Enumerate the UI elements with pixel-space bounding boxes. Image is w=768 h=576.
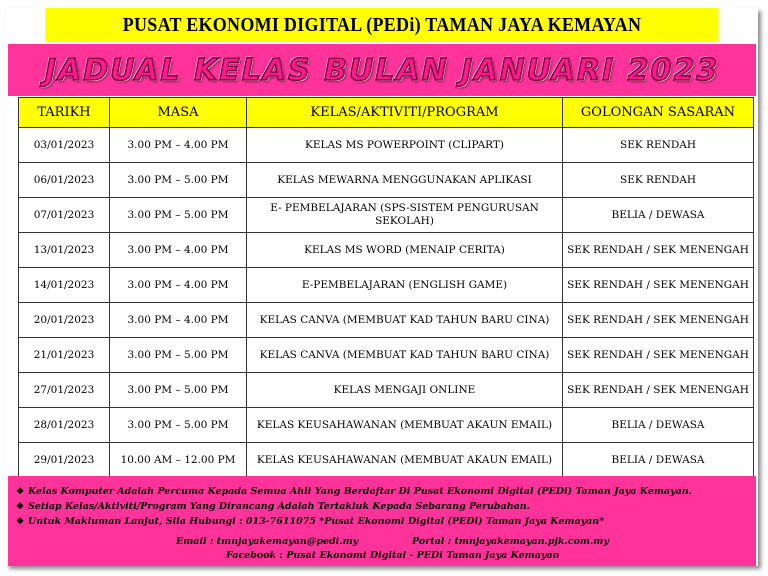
cell-time: 3.00 PM – 4.00 PM <box>110 233 247 268</box>
diamond-bullet-icon: ❖ <box>16 516 25 527</box>
table-row <box>19 233 754 268</box>
diamond-bullet-icon: ❖ <box>16 501 25 512</box>
cell-date: 03/01/2023 <box>19 128 110 163</box>
title-banner <box>8 44 756 96</box>
cell-target: BELIA / DEWASA <box>563 408 754 443</box>
cell-date: 29/01/2023 <box>19 443 110 478</box>
table-row <box>19 443 754 478</box>
cell-target: SEK RENDAH / SEK MENENGAH <box>563 233 754 268</box>
facebook-link[interactable]: Facebook : Pusat Ekonomi Digital - PEDi Taman Jaya Kemayan <box>226 550 560 561</box>
cell-class: KELAS KEUSAHAWANAN (MEMBUAT AKAUN EMAIL) <box>247 408 563 443</box>
cell-date: 28/01/2023 <box>19 408 110 443</box>
cell-date: 07/01/2023 <box>19 198 110 233</box>
table-row <box>19 303 754 338</box>
cell-date: 20/01/2023 <box>19 303 110 338</box>
cell-target: SEK RENDAH / SEK MENENGAH <box>563 268 754 303</box>
cell-time: 3.00 PM – 4.00 PM <box>110 268 247 303</box>
diamond-bullet-icon: ❖ <box>16 486 25 497</box>
schedule-table <box>18 97 754 478</box>
note-text: Untuk Makluman Lanjut, Sila Hubungi : 013-7611075 *Pusat Ekonomi Digital (PEDi) Taman Jaya Kemayan* <box>28 516 605 527</box>
cell-date: 06/01/2023 <box>19 163 110 198</box>
cell-target: SEK RENDAH / SEK MENENGAH <box>563 338 754 373</box>
table-header-row <box>19 98 754 128</box>
cell-target: SEK RENDAH / SEK MENENGAH <box>563 303 754 338</box>
cell-time: 3.00 PM – 5.00 PM <box>110 198 247 233</box>
cell-date: 21/01/2023 <box>19 338 110 373</box>
portal-link[interactable]: Portal : tmnjayakemayan.pjk.com.my <box>412 536 609 547</box>
note-text: Setiap Kelas/Aktiviti/Program Yang Dirancang Adalah Tertakluk Kepada Sebarang Perubahan. <box>28 501 530 512</box>
cell-class: E- PEMBELAJARAN (SPS-SISTEM PENGURUSAN SEKOLAH) <box>247 198 563 233</box>
table-row <box>19 338 754 373</box>
cell-time: 3.00 PM – 5.00 PM <box>110 338 247 373</box>
cell-class: KELAS KEUSAHAWANAN (MEMBUAT AKAUN EMAIL) <box>247 443 563 478</box>
cell-date: 27/01/2023 <box>19 373 110 408</box>
cell-time: 3.00 PM – 5.00 PM <box>110 373 247 408</box>
cell-time: 10.00 AM – 12.00 PM <box>110 443 247 478</box>
note-item <box>16 486 692 497</box>
footer-notes <box>8 476 756 566</box>
table-row <box>19 198 754 233</box>
organization-header: PUSAT EKONOMI DIGITAL (PEDi) TAMAN JAYA KEMAYAN <box>45 8 718 42</box>
column-header-class: KELAS/AKTIVITI/PROGRAM <box>247 98 563 128</box>
cell-time: 3.00 PM – 4.00 PM <box>110 303 247 338</box>
column-header-date: TARIKH <box>19 98 110 128</box>
cell-class: KELAS CANVA (MEMBUAT KAD TAHUN BARU CINA) <box>247 303 563 338</box>
cell-class: KELAS MS POWERPOINT (CLIPART) <box>247 128 563 163</box>
table-row <box>19 128 754 163</box>
cell-class: KELAS CANVA (MEMBUAT KAD TAHUN BARU CINA) <box>247 338 563 373</box>
cell-time: 3.00 PM – 5.00 PM <box>110 163 247 198</box>
cell-target: BELIA / DEWASA <box>563 198 754 233</box>
note-text: Kelas Komputer Adalah Percuma Kepada Semua Ahli Yang Berdaftar Di Pusat Ekonomi Digital (PEDi) Taman Jaya Kemayan. <box>28 486 692 497</box>
cell-time: 3.00 PM – 5.00 PM <box>110 408 247 443</box>
table-row <box>19 373 754 408</box>
cell-class: E-PEMBELAJARAN (ENGLISH GAME) <box>247 268 563 303</box>
table-row <box>19 163 754 198</box>
page-title: JADUAL KELAS BULAN JANUARI 2023 <box>44 52 720 88</box>
cell-target: SEK RENDAH <box>563 128 754 163</box>
note-item <box>16 516 604 527</box>
column-header-target: GOLONGAN SASARAN <box>563 98 754 128</box>
column-header-time: MASA <box>110 98 247 128</box>
table-row <box>19 408 754 443</box>
table-row <box>19 268 754 303</box>
cell-target: SEK RENDAH <box>563 163 754 198</box>
cell-class: KELAS MENGAJI ONLINE <box>247 373 563 408</box>
cell-date: 13/01/2023 <box>19 233 110 268</box>
email-link[interactable]: Email : tmnjayakemayan@pedi.my <box>176 536 359 547</box>
cell-target: SEK RENDAH / SEK MENENGAH <box>563 373 754 408</box>
poster-frame <box>6 8 758 566</box>
cell-class: KELAS MEWARNA MENGGUNAKAN APLIKASI <box>247 163 563 198</box>
cell-class: KELAS MS WORD (MENAIP CERITA) <box>247 233 563 268</box>
cell-time: 3.00 PM – 4.00 PM <box>110 128 247 163</box>
cell-date: 14/01/2023 <box>19 268 110 303</box>
note-item <box>16 501 530 512</box>
cell-target: BELIA / DEWASA <box>563 443 754 478</box>
